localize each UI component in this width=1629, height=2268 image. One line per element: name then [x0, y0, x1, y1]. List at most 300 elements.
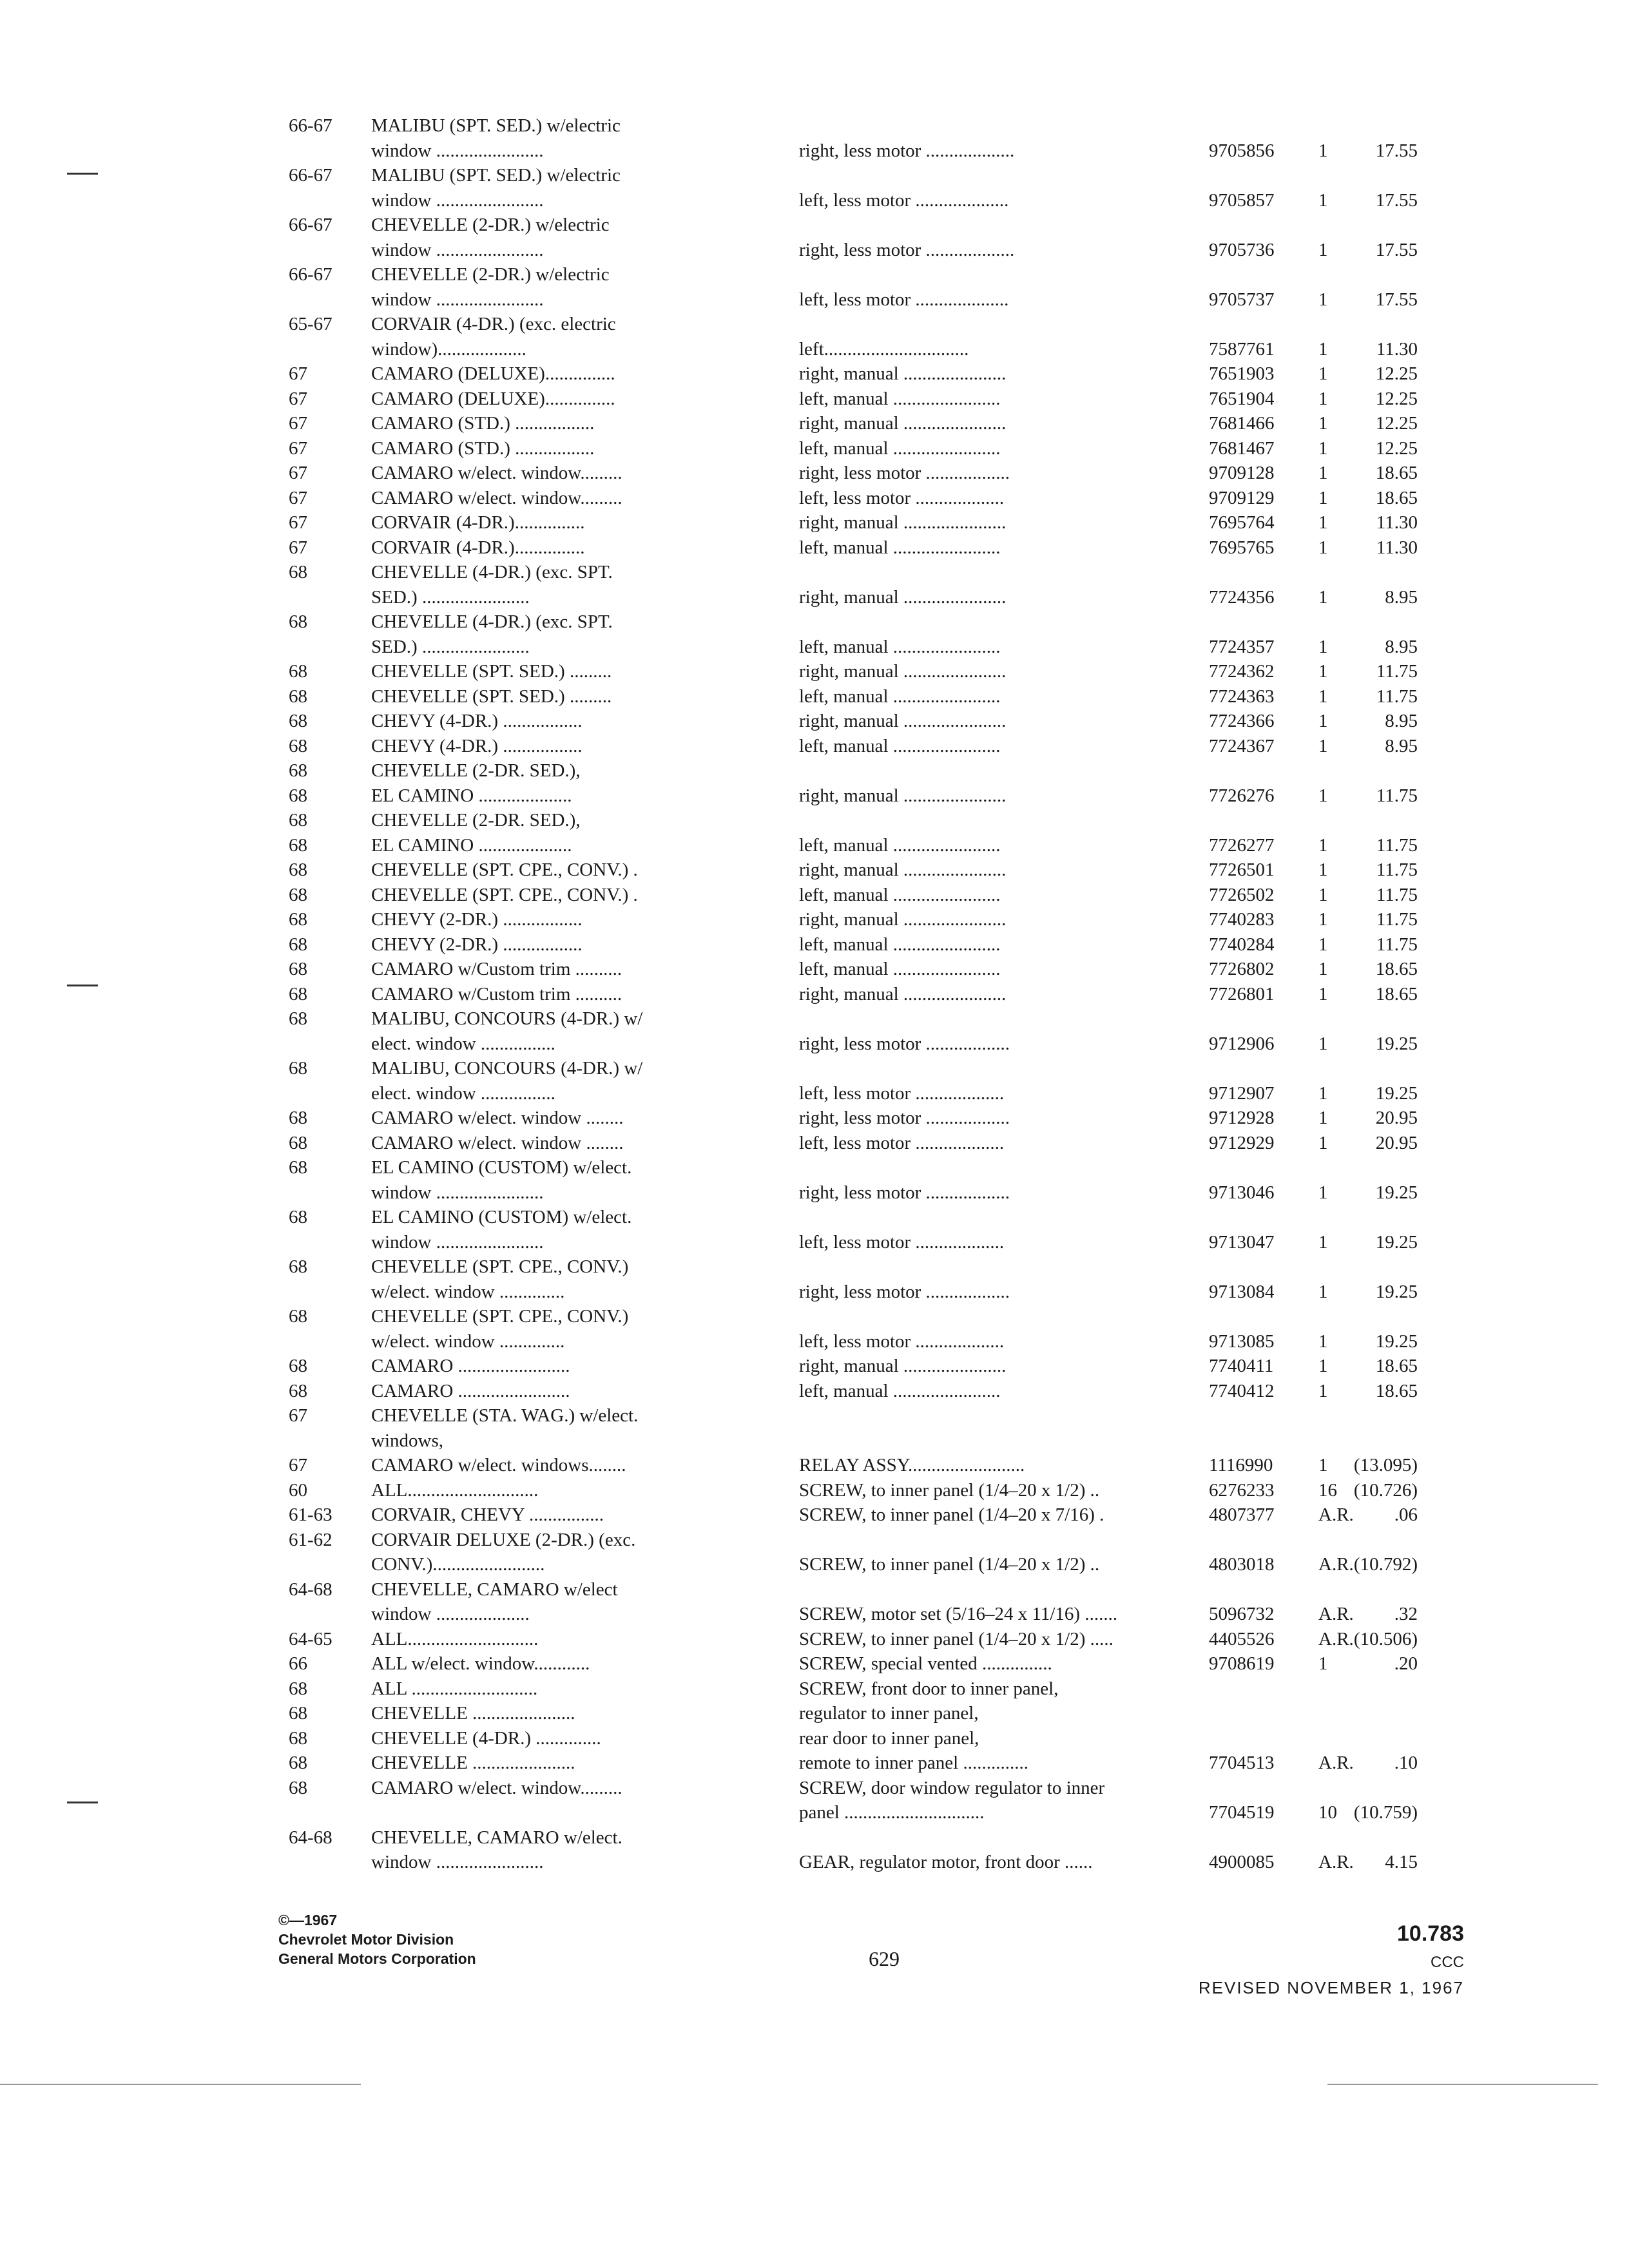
part-description: panel ..............................	[799, 1802, 985, 1823]
model: w/elect. window ..............	[371, 1281, 565, 1302]
model-year: 68	[289, 1356, 307, 1376]
quantity: 16	[1318, 1479, 1337, 1501]
quantity: 1	[1318, 860, 1328, 880]
part-description: left, less motor ...................	[799, 1132, 1005, 1153]
table-row	[0, 585, 1629, 610]
price-or-group: 11.75	[1376, 785, 1418, 806]
model: CAMARO w/elect. window.........	[371, 463, 622, 483]
table-row	[0, 312, 1629, 337]
quantity: 1	[1318, 686, 1328, 707]
price-or-group: 18.65	[1375, 959, 1418, 979]
table-row	[0, 113, 1629, 139]
model: CAMARO w/elect. window ........	[371, 1132, 624, 1153]
model-year: 68	[289, 785, 307, 806]
price-or-group: 18.65	[1375, 463, 1418, 483]
part-description: left, manual .......................	[799, 934, 1001, 955]
table-row	[0, 1701, 1629, 1726]
model-year: 68	[289, 562, 307, 582]
part-description: regulator to inner panel,	[799, 1703, 979, 1724]
table-row	[0, 1776, 1629, 1801]
price-or-group: 8.95	[1385, 711, 1418, 731]
part-number: 9705857	[1209, 189, 1275, 211]
price-or-group: (10.726)	[1353, 1479, 1418, 1501]
part-number: 7695765	[1209, 537, 1275, 558]
price-or-group: .20	[1394, 1653, 1418, 1674]
table-row	[0, 1602, 1629, 1627]
model-year: 68	[289, 1058, 307, 1079]
table-row	[0, 659, 1629, 684]
part-number: 9709129	[1209, 487, 1275, 508]
price-or-group: 18.65	[1375, 983, 1418, 1004]
model-year: 64-68	[289, 1579, 333, 1600]
price-or-group: 4.15	[1385, 1852, 1418, 1872]
division: Chevrolet Motor Division	[278, 1931, 454, 1948]
model: CHEVELLE (4-DR.) ..............	[371, 1727, 601, 1749]
model: CAMARO (STD.) .................	[371, 413, 595, 434]
model-year: 68	[289, 1703, 307, 1724]
table-row	[0, 1528, 1629, 1553]
part-number: 9713047	[1209, 1231, 1275, 1253]
part-description: right, manual ......................	[799, 983, 1007, 1004]
price-or-group: 12.25	[1375, 388, 1418, 409]
model: CHEVELLE, CAMARO w/elect.	[371, 1827, 622, 1848]
price-or-group: 18.65	[1375, 1356, 1418, 1376]
part-description: left...............................	[799, 338, 969, 360]
part-description: right, less motor ...................	[799, 140, 1015, 161]
bottom-rule-right	[1327, 2084, 1598, 2085]
model: CAMARO w/elect. windows........	[371, 1455, 626, 1475]
part-description: left, less motor ...................	[799, 487, 1005, 508]
part-description: left, manual .......................	[799, 388, 1001, 409]
part-number: 9713085	[1209, 1331, 1275, 1352]
quantity: A.R.	[1318, 1604, 1354, 1624]
model: CHEVY (4-DR.) .................	[371, 735, 583, 756]
price-or-group: 19.25	[1375, 1082, 1418, 1104]
part-description: right, less motor ..................	[799, 1033, 1010, 1054]
part-description: remote to inner panel ..............	[799, 1753, 1028, 1773]
table-row	[0, 1205, 1629, 1230]
model: EL CAMINO (CUSTOM) w/elect.	[371, 1207, 632, 1227]
table-row	[0, 1379, 1629, 1404]
table-row	[0, 188, 1629, 213]
table-row	[0, 808, 1629, 833]
model: CHEVY (2-DR.) .................	[371, 909, 583, 930]
price-or-group: .06	[1394, 1504, 1418, 1525]
price-or-group: 11.75	[1376, 884, 1418, 905]
model: SED.) .......................	[371, 586, 530, 608]
publisher-block	[278, 1910, 476, 1968]
quantity: 1	[1318, 785, 1328, 806]
model: EL CAMINO ....................	[371, 785, 572, 806]
part-description: SCREW, to inner panel (1/4–20 x 7/16) .	[799, 1504, 1104, 1525]
table-row	[0, 510, 1629, 535]
price-or-group: 19.25	[1375, 1281, 1418, 1302]
quantity: 10	[1318, 1802, 1337, 1823]
model: CHEVELLE, CAMARO w/elect	[371, 1579, 618, 1600]
part-description: left, manual .......................	[799, 884, 1001, 905]
table-row	[0, 1503, 1629, 1528]
quantity: A.R.	[1318, 1504, 1354, 1525]
model-year: 67	[289, 1455, 307, 1475]
model: CORVAIR DELUXE (2-DR.) (exc.	[371, 1529, 636, 1550]
price-or-group: 11.75	[1376, 834, 1418, 856]
part-number: 4803018	[1209, 1554, 1275, 1575]
model-year: 68	[289, 760, 307, 781]
model: MALIBU (SPT. SED.) w/electric	[371, 115, 621, 136]
model: window)...................	[371, 338, 526, 360]
model: CHEVELLE (SPT. CPE., CONV.)	[371, 1256, 629, 1277]
part-description: left, manual .......................	[799, 735, 1001, 756]
table-row	[0, 907, 1629, 932]
quantity: 1	[1318, 338, 1328, 360]
bottom-rule-left	[0, 2084, 361, 2085]
quantity: A.R.	[1318, 1628, 1354, 1649]
model-year: 67	[289, 463, 307, 483]
quantity: 1	[1318, 487, 1328, 508]
model: elect. window ................	[371, 1033, 555, 1054]
part-description: SCREW, motor set (5/16–24 x 11/16) .......	[799, 1604, 1118, 1624]
table-row	[0, 1403, 1629, 1428]
part-description: right, manual ......................	[799, 661, 1007, 682]
price-or-group: 11.30	[1376, 512, 1418, 533]
quantity: 1	[1318, 512, 1328, 533]
table-row	[0, 1726, 1629, 1751]
model-year: 68	[289, 834, 307, 856]
model-year: 67	[289, 388, 307, 409]
part-description: left, manual .......................	[799, 686, 1001, 707]
part-description: right, less motor ..................	[799, 1281, 1010, 1302]
table-row	[0, 411, 1629, 436]
model-year: 68	[289, 1008, 307, 1029]
table-row	[0, 535, 1629, 561]
quantity: 1	[1318, 1653, 1328, 1674]
table-row	[0, 1230, 1629, 1255]
price-or-group: 17.55	[1375, 289, 1418, 310]
model: MALIBU, CONCOURS (4-DR.) w/	[371, 1008, 643, 1029]
model-year: 68	[289, 884, 307, 905]
part-number: 7587761	[1209, 338, 1275, 360]
part-number: 7724357	[1209, 636, 1275, 657]
model: window .......................	[371, 289, 544, 310]
part-description: SCREW, to inner panel (1/4–20 x 1/2) .....	[799, 1628, 1113, 1649]
table-row	[0, 1428, 1629, 1454]
model-year: 68	[289, 661, 307, 682]
price-or-group: (10.506)	[1353, 1628, 1418, 1649]
quantity: 1	[1318, 586, 1328, 608]
part-number: 1116990	[1209, 1455, 1273, 1475]
model: CAMARO w/elect. window.........	[371, 1777, 622, 1798]
model-year: 68	[289, 1207, 307, 1227]
model: window .......................	[371, 140, 544, 161]
table-row	[0, 1106, 1629, 1131]
price-or-group: (10.792)	[1353, 1554, 1418, 1575]
price-or-group: (10.759)	[1353, 1802, 1418, 1823]
table-row	[0, 163, 1629, 188]
quantity: 1	[1318, 959, 1328, 979]
part-description: right, manual ......................	[799, 785, 1007, 806]
price-or-group: 11.75	[1376, 661, 1418, 682]
model: CHEVELLE ......................	[371, 1703, 575, 1724]
model-year: 68	[289, 1108, 307, 1128]
quantity: 1	[1318, 1108, 1328, 1128]
part-number: 7740283	[1209, 909, 1275, 930]
model: MALIBU, CONCOURS (4-DR.) w/	[371, 1058, 643, 1079]
table-row	[0, 1800, 1629, 1825]
part-number: 9708619	[1209, 1653, 1275, 1674]
quantity: 1	[1318, 289, 1328, 310]
model-year: 66	[289, 1653, 307, 1674]
model-year: 68	[289, 1678, 307, 1699]
part-number: 7726277	[1209, 834, 1275, 856]
quantity: 1	[1318, 661, 1328, 682]
price-or-group: 19.25	[1375, 1331, 1418, 1352]
part-number: 9713084	[1209, 1281, 1275, 1302]
quantity: 1	[1318, 834, 1328, 856]
part-number: 7681467	[1209, 437, 1275, 459]
table-row	[0, 1056, 1629, 1081]
part-description: left, manual .......................	[799, 1380, 1001, 1401]
price-or-group: 11.30	[1376, 537, 1418, 558]
part-description: SCREW, special vented ...............	[799, 1653, 1052, 1674]
model: CHEVELLE (SPT. SED.) .........	[371, 661, 612, 682]
part-description: right, less motor ..................	[799, 1108, 1010, 1128]
table-row	[0, 1825, 1629, 1850]
part-number: 6276233	[1209, 1479, 1275, 1501]
table-row	[0, 1131, 1629, 1156]
quantity: A.R.	[1318, 1753, 1354, 1773]
model-year: 68	[289, 934, 307, 955]
table-row	[0, 1478, 1629, 1503]
part-description: right, manual ......................	[799, 1356, 1007, 1376]
part-description: left, manual .......................	[799, 437, 1001, 459]
part-number: 4807377	[1209, 1504, 1275, 1525]
model: CAMARO w/Custom trim ..........	[371, 959, 622, 979]
part-description: SCREW, front door to inner panel,	[799, 1678, 1059, 1699]
table-row	[0, 1453, 1629, 1478]
part-number: 7726802	[1209, 959, 1275, 979]
table-row	[0, 932, 1629, 957]
model: CHEVELLE (STA. WAG.) w/elect.	[371, 1405, 639, 1426]
model: CAMARO ........................	[371, 1356, 570, 1376]
model-year: 60	[289, 1479, 307, 1501]
table-row	[0, 1280, 1629, 1305]
model: ALL w/elect. window............	[371, 1653, 590, 1674]
table-row	[0, 1155, 1629, 1180]
quantity: 1	[1318, 1455, 1328, 1475]
model-year: 68	[289, 1157, 307, 1178]
model: CHEVELLE (SPT. SED.) .........	[371, 686, 612, 707]
quantity: 1	[1318, 1331, 1328, 1352]
quantity: 1	[1318, 909, 1328, 930]
price-or-group: 17.55	[1375, 239, 1418, 260]
model: CHEVELLE (SPT. CPE., CONV.)	[371, 1306, 629, 1327]
price-or-group: 11.75	[1376, 686, 1418, 707]
price-or-group: 19.25	[1375, 1033, 1418, 1054]
part-description: GEAR, regulator motor, front door ......	[799, 1852, 1093, 1872]
model: elect. window ................	[371, 1082, 555, 1104]
part-number: 9712907	[1209, 1082, 1275, 1104]
quantity: 1	[1318, 1231, 1328, 1253]
part-description: right, manual ......................	[799, 711, 1007, 731]
part-description: right, manual ......................	[799, 860, 1007, 880]
quantity: 1	[1318, 884, 1328, 905]
table-row	[0, 833, 1629, 858]
price-or-group: 12.25	[1375, 363, 1418, 384]
model: CAMARO w/elect. window.........	[371, 487, 622, 508]
model-year: 68	[289, 1727, 307, 1749]
model-year: 64-65	[289, 1628, 333, 1649]
table-row	[0, 1677, 1629, 1702]
model: EL CAMINO ....................	[371, 834, 572, 856]
quantity: 1	[1318, 413, 1328, 434]
model-year: 65-67	[289, 314, 333, 334]
model-year: 68	[289, 1380, 307, 1401]
model: window .......................	[371, 1852, 544, 1872]
table-row	[0, 560, 1629, 585]
part-number: 7651903	[1209, 363, 1275, 384]
model: CAMARO (DELUXE)...............	[371, 363, 615, 384]
table-row	[0, 883, 1629, 908]
model-year: 68	[289, 909, 307, 930]
price-or-group: 19.25	[1375, 1231, 1418, 1253]
revision-date: REVISED NOVEMBER 1, 1967	[1198, 1978, 1464, 1997]
price-or-group: 20.95	[1375, 1108, 1418, 1128]
quantity: 1	[1318, 1033, 1328, 1054]
model: CHEVELLE (4-DR.) (exc. SPT.	[371, 562, 613, 582]
catalog-code: CCC	[1431, 1954, 1464, 1971]
page-number: 629	[869, 1947, 900, 1970]
part-description: left, less motor ...................	[799, 1082, 1005, 1104]
table-row	[0, 139, 1629, 164]
part-description: left, less motor ...................	[799, 1231, 1005, 1253]
model: SED.) .......................	[371, 636, 530, 657]
part-number: 7726276	[1209, 785, 1275, 806]
model: CORVAIR (4-DR.)...............	[371, 512, 585, 533]
table-row	[0, 1304, 1629, 1329]
model: w/elect. window ..............	[371, 1331, 565, 1352]
table-row	[0, 287, 1629, 312]
table-row	[0, 1577, 1629, 1602]
table-row	[0, 1651, 1629, 1677]
model: EL CAMINO (CUSTOM) w/elect.	[371, 1157, 632, 1178]
model-year: 67	[289, 363, 307, 384]
part-number: 4900085	[1209, 1852, 1275, 1872]
model: window .......................	[371, 1182, 544, 1203]
quantity: 1	[1318, 983, 1328, 1004]
part-number: 9709128	[1209, 463, 1275, 483]
price-or-group: 20.95	[1375, 1132, 1418, 1153]
model: windows,	[371, 1430, 443, 1451]
group-reference: 10.783	[1397, 1921, 1464, 1946]
model: CAMARO w/elect. window ........	[371, 1108, 624, 1128]
model-year: 68	[289, 810, 307, 831]
part-number: 9713046	[1209, 1182, 1275, 1203]
quantity: 1	[1318, 388, 1328, 409]
model-year: 67	[289, 1405, 307, 1426]
part-description: right, manual ......................	[799, 909, 1007, 930]
part-number: 7724363	[1209, 686, 1275, 707]
model: MALIBU (SPT. SED.) w/electric	[371, 165, 621, 186]
model-year: 68	[289, 1753, 307, 1773]
quantity: 1	[1318, 1132, 1328, 1153]
part-description: right, manual ......................	[799, 363, 1007, 384]
table-row	[0, 1751, 1629, 1776]
part-description: SCREW, to inner panel (1/4–20 x 1/2) ..	[799, 1554, 1100, 1575]
model-year: 67	[289, 437, 307, 459]
model: CHEVY (4-DR.) .................	[371, 711, 583, 731]
part-description: right, manual ......................	[799, 586, 1007, 608]
quantity: A.R.	[1318, 1852, 1354, 1872]
model: CAMARO w/Custom trim ..........	[371, 983, 622, 1004]
model: CHEVELLE (SPT. CPE., CONV.) .	[371, 860, 638, 880]
part-number: 9712906	[1209, 1033, 1275, 1054]
part-description: right, less motor ..................	[799, 463, 1010, 483]
model-year: 68	[289, 611, 307, 632]
quantity: 1	[1318, 537, 1328, 558]
table-row	[0, 783, 1629, 809]
table-row	[0, 734, 1629, 759]
part-number: 9712929	[1209, 1132, 1275, 1153]
part-number: 7726801	[1209, 983, 1275, 1004]
model: CHEVELLE (2-DR. SED.),	[371, 760, 581, 781]
price-or-group: 8.95	[1385, 735, 1418, 756]
part-description: SCREW, door window regulator to inner	[799, 1777, 1105, 1798]
price-or-group: .32	[1394, 1604, 1418, 1624]
table-row	[0, 1552, 1629, 1577]
parts-table	[0, 113, 1629, 1875]
model: CORVAIR (4-DR.)...............	[371, 537, 585, 558]
part-description: left, manual .......................	[799, 834, 1001, 856]
price-or-group: 8.95	[1385, 586, 1418, 608]
model: CORVAIR, CHEVY ................	[371, 1504, 604, 1525]
model-year: 66-67	[289, 215, 333, 235]
part-description: right, less motor ..................	[799, 1182, 1010, 1203]
quantity: 1	[1318, 437, 1328, 459]
model: ALL ...........................	[371, 1678, 538, 1699]
table-row	[0, 461, 1629, 486]
price-or-group: 11.75	[1376, 860, 1418, 880]
part-number: 7724367	[1209, 735, 1275, 756]
model-year: 68	[289, 983, 307, 1004]
part-description: right, manual ......................	[799, 413, 1007, 434]
model: CHEVELLE (2-DR. SED.),	[371, 810, 581, 831]
model-year: 66-67	[289, 115, 333, 136]
table-row	[0, 486, 1629, 511]
price-or-group: 17.55	[1375, 140, 1418, 161]
table-row	[0, 758, 1629, 783]
model: CHEVELLE (SPT. CPE., CONV.) .	[371, 884, 638, 905]
model-year: 68	[289, 686, 307, 707]
part-number: 9705856	[1209, 140, 1275, 161]
table-row	[0, 684, 1629, 709]
table-row	[0, 337, 1629, 362]
model: CAMARO (DELUXE)...............	[371, 388, 615, 409]
table-row	[0, 1006, 1629, 1032]
model-year: 64-68	[289, 1827, 333, 1848]
part-number: 7740284	[1209, 934, 1275, 955]
part-number: 4405526	[1209, 1628, 1275, 1649]
table-row	[0, 1354, 1629, 1379]
table-row	[0, 1081, 1629, 1106]
price-or-group: 19.25	[1375, 1182, 1418, 1203]
model-year: 68	[289, 1132, 307, 1153]
model: window .......................	[371, 239, 544, 260]
part-description: right, less motor ...................	[799, 239, 1015, 260]
part-number: 7726502	[1209, 884, 1275, 905]
part-number: 7681466	[1209, 413, 1275, 434]
model: CHEVELLE (2-DR.) w/electric	[371, 264, 610, 285]
model: CHEVY (2-DR.) .................	[371, 934, 583, 955]
